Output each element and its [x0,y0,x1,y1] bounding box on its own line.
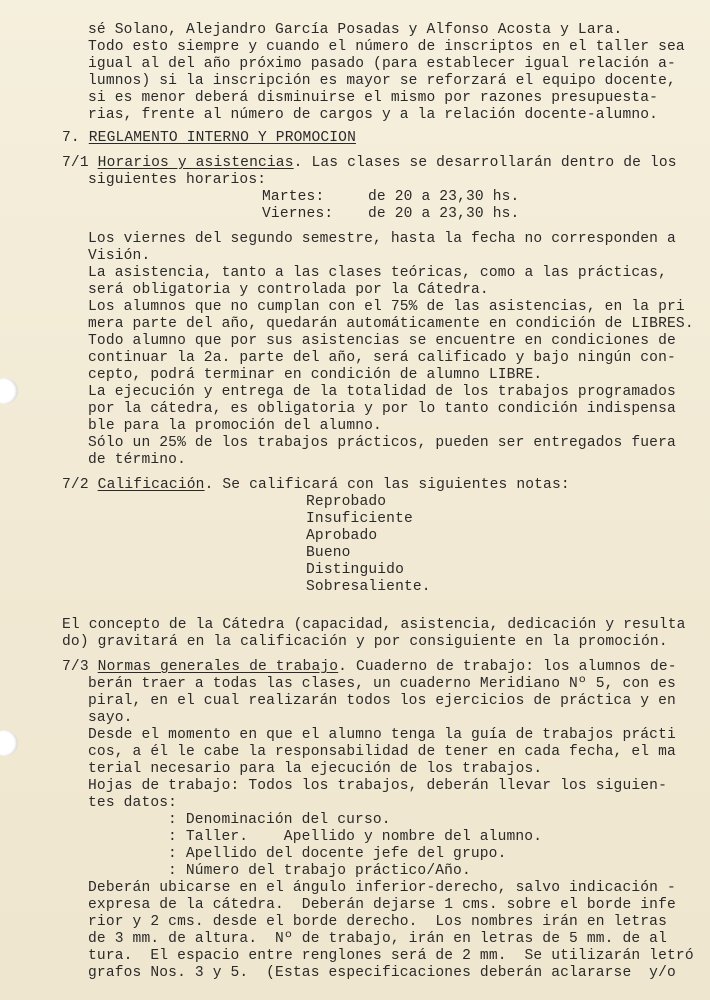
text-line: tura. El espacio entre renglones será de 2 mm. Se utilizarán letró [88,948,694,964]
text-line: rior y 2 cms. desde el borde derecho. Los nombres irán en letras [88,914,667,930]
grade-item: Reprobado [306,494,387,510]
text-line: terial necesario para la ejecución de los trabajos. [88,761,543,777]
text-line: de 3 mm. de altura. Nº de trabajo, irán en letras de 5 mm. de al [88,931,667,947]
text-line: si es menor deberá disminuirse el mismo por razones presupuesta- [88,90,659,106]
grade-item: Bueno [306,545,351,561]
subsection-number: 7/1 [62,155,89,171]
text-line: piral, en el cual realizarán todos los ejercicios de práctica y en [88,693,676,709]
subsection-number: 7/3 [62,659,89,675]
text-line: será obligatoria y controlada por la Cátedra. [88,282,489,298]
text-line: siguientes horarios: [88,172,267,188]
data-item: : Apellido del docente jefe del grupo. [168,846,507,862]
text-line: grafos Nos. 3 y 5. (Estas especificaciones deberán aclararse y/o [88,965,676,981]
text-line: ble para la promoción del alumno. [88,418,382,434]
subsection-number: 7/2 [62,477,89,493]
data-item: : Taller. Apellido y nombre del alumno. [168,829,543,845]
text-line: mera parte del año, quedarán automáticamente en condición de LIBRES. [88,316,694,332]
schedule-day: Viernes: [262,206,334,222]
text-line: cos, a él le cabe la responsabilidad de tener en cada fecha, el ma [88,744,676,760]
subsection-title: Normas generales de trabajo [97,659,339,675]
subsection-heading: 7/1 Horarios y asistencias. Las clases se desarrollarán dentro de los [62,155,677,171]
text-line: igual al del año próximo pasado (para establecer igual relación a- [88,56,676,72]
data-item: : Denominación del curso. [168,812,391,828]
text-line: Todo alumno que por sus asistencias se encuentre en condiciones de [88,333,676,349]
data-item: : Número del trabajo práctico/Año. [168,863,471,879]
text-line: Todo esto siempre y cuando el número de inscriptos en el taller sea [88,39,685,55]
schedule-day: Martes: [262,189,325,205]
subsection-heading: 7/2 Calificación. Se calificará con las siguientes notas: [62,477,570,493]
text-line: El concepto de la Cátedra (capacidad, asistencia, dedicación y resulta [62,617,686,633]
schedule-time: de 20 a 23,30 hs. [368,206,520,222]
subsection-heading: 7/3 Normas generales de trabajo. Cuaderno de trabajo: los alumnos de- [62,659,677,675]
text-line: tes datos: [88,795,178,811]
text-line: La asistencia, tanto a las clases teóricas, como a las prácticas, [88,265,667,281]
grade-item: Aprobado [306,528,378,544]
text-line: por la cátedra, es obligatoria y por lo tanto condición indispensa [88,401,676,417]
text-line: rias, frente al número de cargos y a la relación docente-alumno. [88,107,659,123]
text-line: berán traer a todas las clases, un cuaderno Meridiano Nº 5, con es [88,676,676,692]
grade-item: Sobresaliente. [306,579,431,595]
text-line: cepto, podrá terminar en condición de alumno LIBRE. [88,367,543,383]
subsection-title: Horarios y asistencias [97,155,294,171]
text-line: Sólo un 25% de los trabajos prácticos, pueden ser entregados fuera [88,435,676,451]
subsection-title: Calificación [97,477,205,493]
text-line: Hojas de trabajo: Todos los trabajos, deberán llevar los siguien- [88,778,667,794]
text-line: de término. [88,452,186,468]
text-line: sayo. [88,710,133,726]
text-line: La ejecución y entrega de la totalidad de los trabajos programados [88,384,676,400]
schedule-time: de 20 a 23,30 hs. [368,189,520,205]
text-line: sé Solano, Alejandro García Posadas y Alfonso Acosta y Lara. [88,22,623,38]
text-line: Visión. [88,248,151,264]
text-line: expresa de la cátedra. Deberán dejarse 1 cms. sobre el borde infe [88,897,676,913]
text-line: Los viernes del segundo semestre, hasta la fecha no corresponden a [88,231,676,247]
text-line: Deberán ubicarse en el ángulo inferior-derecho, salvo indicación - [88,880,676,896]
text-line: Desde el momento en que el alumno tenga la guía de trabajos prácti [88,727,676,743]
section-title: REGLAMENTO INTERNO Y PROMOCION [88,130,356,146]
text-line: Los alumnos que no cumplan con el 75% de las asistencias, en la pri [88,299,685,315]
text-line: continuar la 2a. parte del año, será calificado y bajo ningún con- [88,350,676,366]
binder-hole [0,378,18,404]
text-line: lumnos) si la inscripción es mayor se reforzará el equipo docente, [88,73,676,89]
section-heading [62,130,356,147]
binder-hole [0,730,18,756]
text-line: do) gravitará en la calificación y por consiguiente en la promoción. [62,634,668,650]
section-number: 7. [62,130,80,146]
grade-item: Insuficiente [306,511,413,527]
grade-item: Distinguido [306,562,404,578]
